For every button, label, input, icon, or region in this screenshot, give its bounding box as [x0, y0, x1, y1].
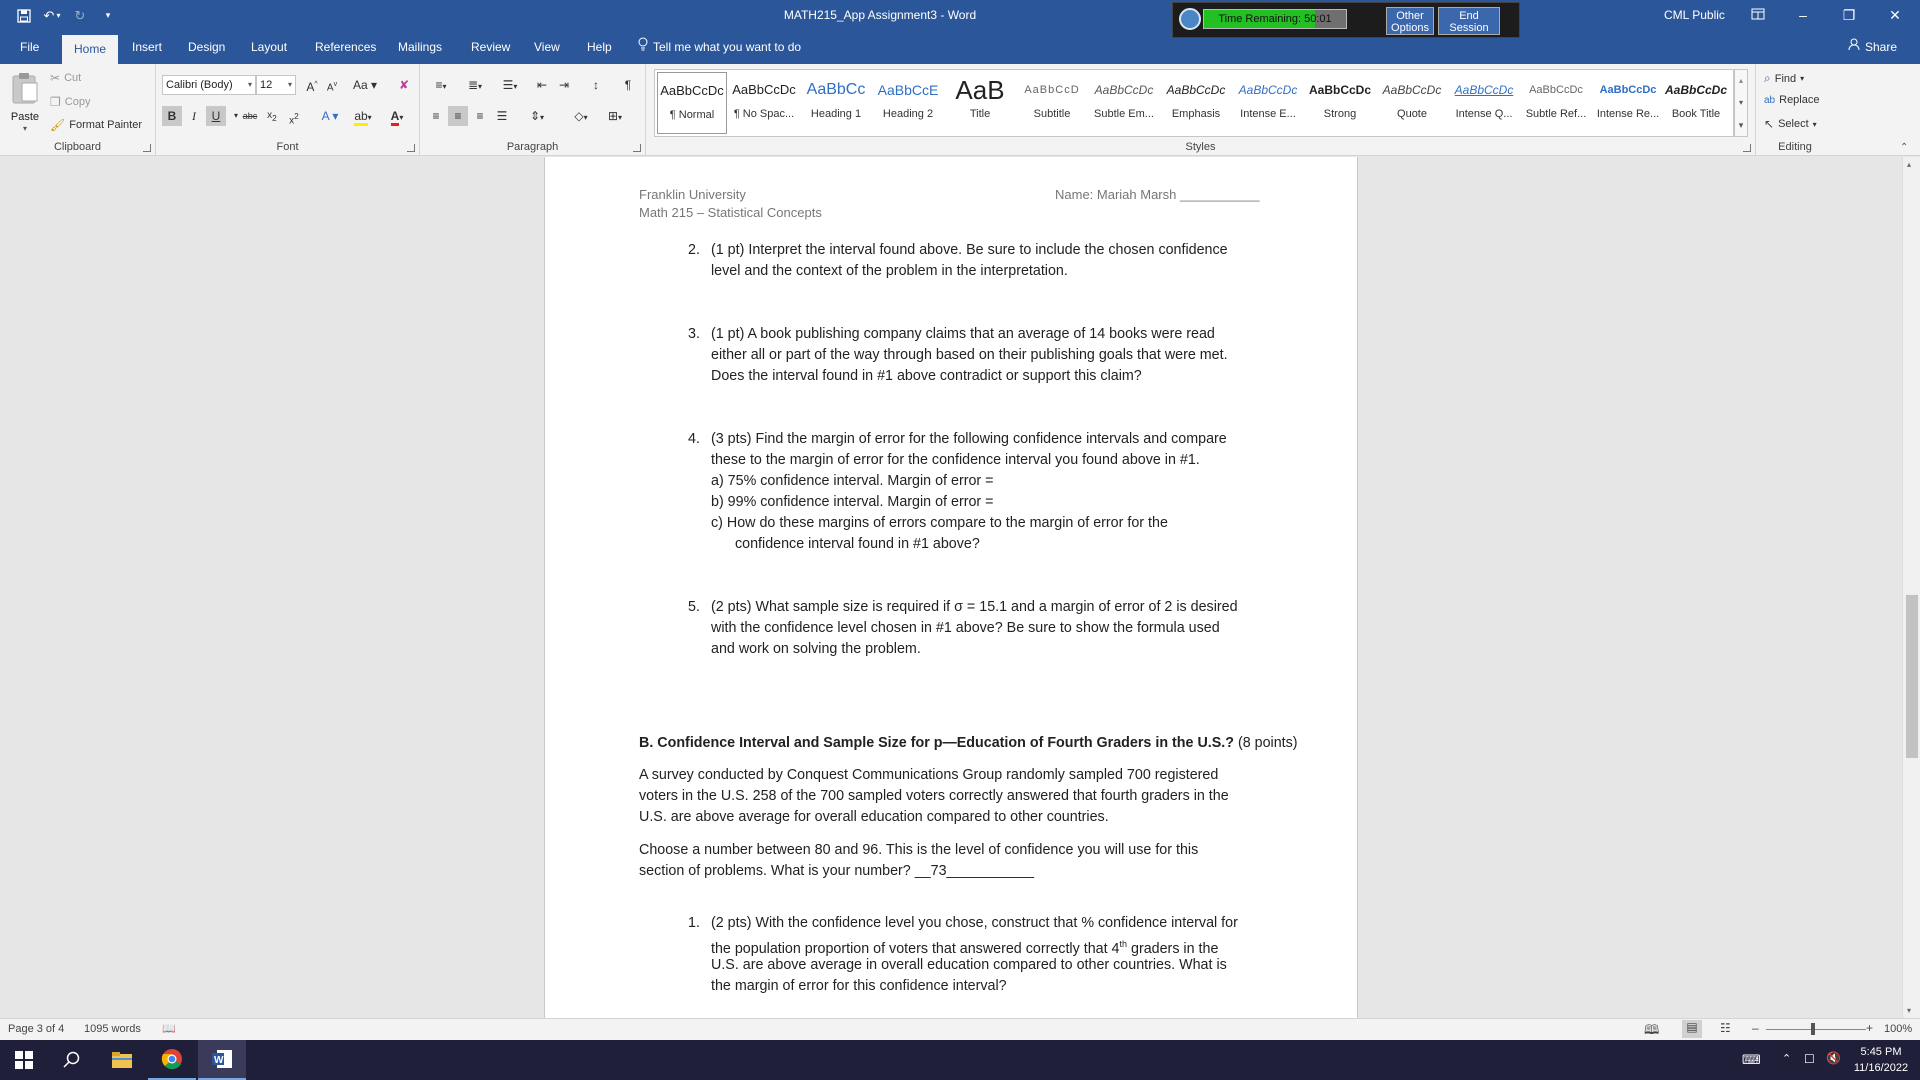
- increase-indent-icon[interactable]: ⇥: [558, 78, 570, 92]
- style-name: Title: [969, 108, 991, 120]
- tell-me-label: Tell me what you want to do: [653, 40, 802, 54]
- search-icon[interactable]: [48, 1040, 96, 1080]
- align-left-icon[interactable]: ≡: [432, 109, 440, 123]
- style-name: Intense E...: [1240, 108, 1296, 120]
- style-name: Intense Q...: [1455, 108, 1513, 120]
- font-launcher-icon[interactable]: [407, 144, 415, 152]
- style-sample: AaBbCcDc: [1238, 83, 1298, 97]
- section-b-paragraph: U.S. are above average for overall education compared to other countries.: [639, 809, 1109, 825]
- more-styles-icon[interactable]: ▾: [1738, 120, 1744, 130]
- system-clock[interactable]: [1850, 1044, 1912, 1076]
- cut-button[interactable]: [50, 71, 81, 85]
- tell-me-search[interactable]: [638, 31, 801, 64]
- question-number: 1.: [688, 915, 700, 931]
- style-strong[interactable]: [1305, 72, 1375, 134]
- style-normal[interactable]: [657, 72, 727, 134]
- question-number: 5.: [688, 599, 700, 615]
- underline-icon[interactable]: U: [206, 106, 226, 126]
- editing-group-label: Editing: [1778, 141, 1812, 153]
- style-subtle-emphasis[interactable]: [1089, 72, 1159, 134]
- customize-qat-icon[interactable]: ▾: [105, 10, 111, 20]
- replace-button[interactable]: [1764, 94, 1819, 106]
- tab-help[interactable]: Help: [587, 40, 612, 54]
- style-name: Strong: [1323, 108, 1357, 120]
- section-b-heading: [639, 733, 1298, 754]
- paragraph-group: [420, 64, 646, 156]
- change-case-icon[interactable]: Aa ▾: [352, 78, 378, 92]
- style-name: Intense Re...: [1596, 108, 1660, 120]
- underline-dropdown-icon[interactable]: ▾: [233, 111, 238, 120]
- question-b1-line: U.S. are above average in overall education compared to other countries. What is: [711, 957, 1227, 973]
- replace-label: Replace: [1779, 94, 1820, 106]
- style-sample: AaB: [955, 75, 1005, 105]
- borders-icon[interactable]: ⊞▾: [607, 109, 623, 123]
- page-count[interactable]: Page 3 of 4: [8, 1023, 65, 1035]
- copy-icon: ❐: [50, 95, 61, 109]
- style-emphasis[interactable]: [1161, 72, 1231, 134]
- style-sample: AaBbCcE: [877, 82, 939, 98]
- question-2-line: (1 pt) Interpret the interval found above. Be sure to include the chosen confidence: [711, 242, 1228, 258]
- question-4-part-a: a) 75% confidence interval. Margin of error =: [711, 473, 994, 489]
- style-name: Heading 1: [810, 108, 862, 120]
- question-b1-text: the population proportion of voters that answered correctly that 4: [711, 940, 1120, 957]
- web-layout-icon[interactable]: ☷: [1720, 1021, 1731, 1035]
- shrink-font-icon[interactable]: $A^v$: [326, 81, 338, 94]
- numbering-icon[interactable]: ≣▾: [467, 78, 483, 92]
- network-icon[interactable]: ☐: [1804, 1052, 1815, 1066]
- document-title: MATH215_App Assignment3 - Word: [783, 8, 977, 22]
- paste-button[interactable]: Paste ▾: [6, 69, 44, 139]
- editing-group: [1756, 64, 1834, 156]
- chevron-down-icon: ▾: [287, 80, 292, 89]
- styles-gallery: [654, 69, 1734, 137]
- question-4-part-b: b) 99% confidence interval. Margin of error =: [711, 494, 994, 510]
- question-4-line: these to the margin of error for the confidence interval you found above in #1.: [711, 452, 1200, 468]
- zoom-level[interactable]: 100%: [1884, 1023, 1913, 1035]
- scroll-down-icon[interactable]: ▾: [1907, 1006, 1912, 1015]
- tab-review[interactable]: Review: [471, 40, 511, 54]
- style-quote[interactable]: [1377, 72, 1447, 134]
- style-sample: AaBbCcDc: [1308, 83, 1371, 97]
- question-5-line: (2 pts) What sample size is required if σ = 15.1 and a margin of error of 2 is desired: [711, 599, 1238, 615]
- tab-insert[interactable]: Insert: [132, 40, 163, 54]
- font-family-value: Calibri (Body): [166, 79, 233, 91]
- person-icon: [1848, 31, 1860, 64]
- grow-font-icon[interactable]: A^: [306, 80, 318, 94]
- styles-group: [646, 64, 1756, 156]
- question-b1-superscript: th: [1119, 939, 1128, 949]
- cut-label: Cut: [64, 72, 82, 84]
- session-timer-panel: [1172, 2, 1520, 38]
- style-name: ¶ Normal: [669, 109, 715, 121]
- style-sample: AaBbCcDc: [1529, 84, 1583, 96]
- style-no-spacing[interactable]: [729, 72, 799, 134]
- tab-mailings[interactable]: Mailings: [398, 40, 443, 54]
- style-intense-emphasis[interactable]: [1233, 72, 1303, 134]
- show-hidden-icons-icon[interactable]: ⌃: [1782, 1053, 1792, 1065]
- zoom-slider[interactable]: [1766, 1029, 1866, 1030]
- question-b1-line: (2 pts) With the confidence level you chose, construct that % confidence interval for: [711, 915, 1238, 931]
- styles-launcher-icon[interactable]: [1743, 144, 1751, 152]
- windows-start-icon[interactable]: [0, 1040, 48, 1080]
- justify-icon[interactable]: ☰: [496, 109, 508, 123]
- end-session-button[interactable]: End Session: [1438, 7, 1500, 35]
- question-number: 3.: [688, 326, 700, 342]
- find-button[interactable]: ⌕ Find ▾: [1764, 71, 1805, 85]
- font-family-select[interactable]: [162, 75, 256, 95]
- style-name: Quote: [1397, 108, 1427, 120]
- select-label: Select: [1778, 118, 1809, 130]
- style-intense-quote[interactable]: [1449, 72, 1519, 134]
- tab-references[interactable]: References: [315, 40, 377, 54]
- style-name: Subtle Em...: [1094, 108, 1154, 120]
- proofing-icon[interactable]: 📖: [162, 1023, 176, 1035]
- highlight-color-icon[interactable]: ab▾: [348, 106, 378, 126]
- volume-muted-icon[interactable]: 🔇: [1826, 1051, 1841, 1065]
- svg-text:W: W: [214, 1055, 224, 1066]
- tab-file[interactable]: File: [20, 40, 40, 54]
- collapse-ribbon-icon[interactable]: ⌃: [1900, 142, 1909, 153]
- clock-date: 11/16/2022: [1853, 1062, 1909, 1074]
- style-subtle-reference[interactable]: [1521, 72, 1591, 134]
- tab-view[interactable]: View: [534, 40, 560, 54]
- style-name: Subtle Ref...: [1525, 108, 1587, 120]
- tab-layout[interactable]: Layout: [251, 40, 288, 54]
- font-color-icon[interactable]: A▾: [382, 106, 412, 126]
- print-layout-icon[interactable]: ▤: [1682, 1020, 1702, 1038]
- section-b-title: B. Confidence Interval and Sample Size for p—Education of Fourth Graders in the U.S.?: [639, 735, 1234, 751]
- style-sample: AaBbCcDc: [660, 83, 724, 98]
- styles-group-label: Styles: [1185, 141, 1216, 153]
- paintbrush-icon: 🖌: [50, 118, 66, 132]
- question-3-line: Does the interval found in #1 above contradict or support this claim?: [711, 368, 1142, 384]
- zoom-out-icon[interactable]: –: [1752, 1021, 1759, 1035]
- style-name: Subtitle: [1033, 108, 1071, 120]
- scroll-up-icon[interactable]: ▴: [1738, 76, 1743, 85]
- section-b-paragraph: voters in the U.S. 258 of the 700 sampled voters correctly answered that fourth graders in the: [639, 788, 1229, 804]
- font-group-label: Font: [276, 141, 299, 153]
- share-label: Share: [1865, 40, 1898, 54]
- style-sample: AaBbCcDc: [1382, 83, 1442, 97]
- scrollbar-thumb[interactable]: [1906, 595, 1918, 758]
- question-3-line: (1 pt) A book publishing company claims that an average of 14 books were read: [711, 326, 1215, 342]
- subscript-icon[interactable]: $x_2$: [267, 110, 277, 123]
- style-name: Emphasis: [1171, 108, 1221, 120]
- timer-label: Time Remaining: 50:01: [1218, 13, 1332, 25]
- style-heading-1[interactable]: [801, 72, 871, 134]
- shading-icon[interactable]: ◇▾: [574, 109, 588, 123]
- bullets-icon[interactable]: ≡▾: [435, 78, 447, 92]
- clear-formatting-icon[interactable]: ✘: [398, 78, 410, 92]
- lightbulb-icon: [638, 31, 648, 64]
- read-mode-icon[interactable]: 🕮: [1644, 1022, 1660, 1037]
- header-course: Math 215 – Statistical Concepts: [639, 205, 822, 220]
- ribbon-tabs: [0, 31, 1920, 64]
- ribbon-display-options-icon[interactable]: [1743, 4, 1773, 26]
- font-size-select[interactable]: [256, 75, 296, 95]
- question-2-line: level and the context of the problem in the interpretation.: [711, 263, 1068, 279]
- header-university: Franklin University: [639, 187, 746, 202]
- word-app-icon[interactable]: [198, 1040, 246, 1080]
- zoom-in-icon[interactable]: +: [1866, 1021, 1874, 1035]
- style-sample: AaBbCcD: [1024, 84, 1080, 96]
- select-button[interactable]: ↖ Select ▾: [1764, 117, 1817, 131]
- windows-taskbar: [0, 1040, 1920, 1080]
- paragraph-group-label: Paragraph: [506, 141, 559, 153]
- document-area: [0, 157, 1902, 1018]
- sort-icon[interactable]: ↕: [593, 78, 599, 92]
- style-subtitle[interactable]: [1017, 72, 1087, 134]
- paste-icon: [10, 71, 40, 105]
- share-button[interactable]: [1848, 31, 1897, 64]
- clipboard-launcher-icon[interactable]: [143, 144, 151, 152]
- close-icon[interactable]: ✕: [1889, 7, 1901, 23]
- font-group: [156, 64, 420, 156]
- bold-icon[interactable]: B: [162, 106, 182, 126]
- scroll-down-icon[interactable]: ▾: [1738, 98, 1743, 107]
- file-explorer-icon[interactable]: [98, 1040, 146, 1080]
- confidence-choice-line: section of problems. What is your number? __73___________: [639, 863, 1035, 879]
- vertical-scrollbar[interactable]: [1902, 157, 1920, 1018]
- magnifier-icon: ⌕: [1764, 71, 1771, 85]
- style-sample: AaBbCcDc: [732, 82, 796, 97]
- decrease-indent-icon[interactable]: ⇤: [536, 78, 548, 92]
- paragraph-launcher-icon[interactable]: [633, 144, 641, 152]
- scissors-icon: ✂: [50, 71, 61, 85]
- chrome-icon[interactable]: [148, 1040, 196, 1080]
- italic-icon[interactable]: I: [192, 109, 196, 123]
- style-name: ¶ No Spac...: [733, 108, 795, 120]
- font-size-value: 12: [260, 79, 273, 91]
- line-spacing-icon[interactable]: ⇕▾: [529, 109, 545, 123]
- tab-design[interactable]: Design: [188, 40, 226, 54]
- clipboard-group-label: Clipboard: [53, 141, 102, 153]
- style-intense-reference[interactable]: [1593, 72, 1663, 134]
- multilevel-list-icon[interactable]: ☰▾: [502, 78, 518, 92]
- show-formatting-marks-icon[interactable]: ¶: [624, 78, 632, 92]
- input-indicator-icon[interactable]: ⌨: [1742, 1052, 1761, 1067]
- format-painter-button[interactable]: [50, 118, 142, 132]
- align-center-icon[interactable]: ≡: [448, 106, 468, 126]
- redo-icon[interactable]: ↻: [74, 7, 86, 23]
- save-icon[interactable]: [14, 5, 34, 26]
- ribbon-home: [0, 64, 1920, 156]
- question-b1-line: the margin of error for this confidence interval?: [711, 978, 1007, 994]
- undo-icon[interactable]: ↶ ▾: [43, 7, 61, 23]
- zoom-slider-thumb[interactable]: [1811, 1023, 1815, 1035]
- clipboard-group: [0, 64, 156, 156]
- style-name: Book Title: [1671, 108, 1721, 120]
- confidence-choice-line: Choose a number between 80 and 96. This is the level of confidence you will use for this: [639, 842, 1199, 858]
- find-label: Find: [1774, 72, 1797, 85]
- question-5-line: with the confidence level chosen in #1 above? Be sure to show the formula used: [711, 620, 1220, 636]
- style-sample: AaBbCcDc: [1664, 83, 1727, 97]
- question-4-part-c: c) How do these margins of errors compare to the margin of error for the: [711, 515, 1168, 531]
- style-title[interactable]: [945, 72, 1015, 134]
- clock-time: 5:45 PM: [1860, 1046, 1902, 1058]
- question-number: 2.: [688, 242, 700, 258]
- question-5-line: and work on solving the problem.: [711, 641, 921, 657]
- section-b-paragraph: A survey conducted by Conquest Communications Group randomly sampled 700 registered: [639, 767, 1219, 783]
- question-3-line: either all or part of the way through based on their publishing goals that were met.: [711, 347, 1228, 363]
- style-sample: AaBbCcDc: [1166, 83, 1226, 97]
- style-sample: AaBbCc: [806, 81, 866, 98]
- styles-gallery-scroll[interactable]: [1734, 69, 1748, 137]
- style-heading-2[interactable]: [873, 72, 943, 134]
- restore-icon[interactable]: ❐: [1842, 7, 1856, 23]
- quick-access-toolbar: [14, 5, 118, 26]
- paste-label: Paste: [10, 111, 40, 123]
- question-number: 4.: [688, 431, 700, 447]
- header-student-name: Name: Mariah Marsh ___________: [1055, 187, 1260, 202]
- superscript-icon[interactable]: $x^2$: [289, 111, 299, 127]
- title-bar: [0, 0, 1920, 34]
- other-options-button[interactable]: Other Options: [1386, 7, 1434, 35]
- scroll-up-icon[interactable]: ▴: [1907, 160, 1912, 169]
- cursor-arrow-icon: ↖: [1764, 117, 1775, 131]
- status-bar: [0, 1018, 1920, 1040]
- style-sample: AaBbCcDc: [1454, 83, 1514, 97]
- replace-icon: ab: [1764, 94, 1776, 106]
- style-sample: AaBbCcDc: [1599, 84, 1657, 96]
- style-name: Heading 2: [882, 108, 934, 120]
- timer-progress-bar: [1203, 9, 1347, 29]
- tab-home[interactable]: Home: [62, 35, 118, 64]
- style-sample: AaBbCcDc: [1094, 83, 1154, 97]
- question-4-line: (3 pts) Find the margin of error for the following confidence intervals and compare: [711, 431, 1227, 447]
- style-book-title[interactable]: [1661, 72, 1731, 134]
- align-right-icon[interactable]: ≡: [476, 109, 484, 123]
- question-b1-text: graders in the: [1127, 940, 1219, 957]
- timer-globe-icon: [1179, 8, 1201, 30]
- word-count[interactable]: 1095 words: [84, 1023, 141, 1035]
- copy-label: Copy: [64, 96, 91, 108]
- minimize-icon[interactable]: –: [1799, 7, 1807, 23]
- account-name[interactable]: CML Public: [1664, 8, 1725, 22]
- document-page[interactable]: [544, 157, 1358, 1018]
- section-b-points: (8 points): [1233, 735, 1298, 751]
- chevron-down-icon: ▾: [247, 80, 252, 89]
- strikethrough-icon[interactable]: abc: [242, 111, 258, 121]
- format-painter-label: Format Painter: [69, 119, 142, 131]
- text-effects-icon[interactable]: A ▾: [321, 109, 339, 123]
- copy-button[interactable]: [50, 95, 90, 109]
- question-4-part-c: confidence interval found in #1 above?: [735, 536, 980, 552]
